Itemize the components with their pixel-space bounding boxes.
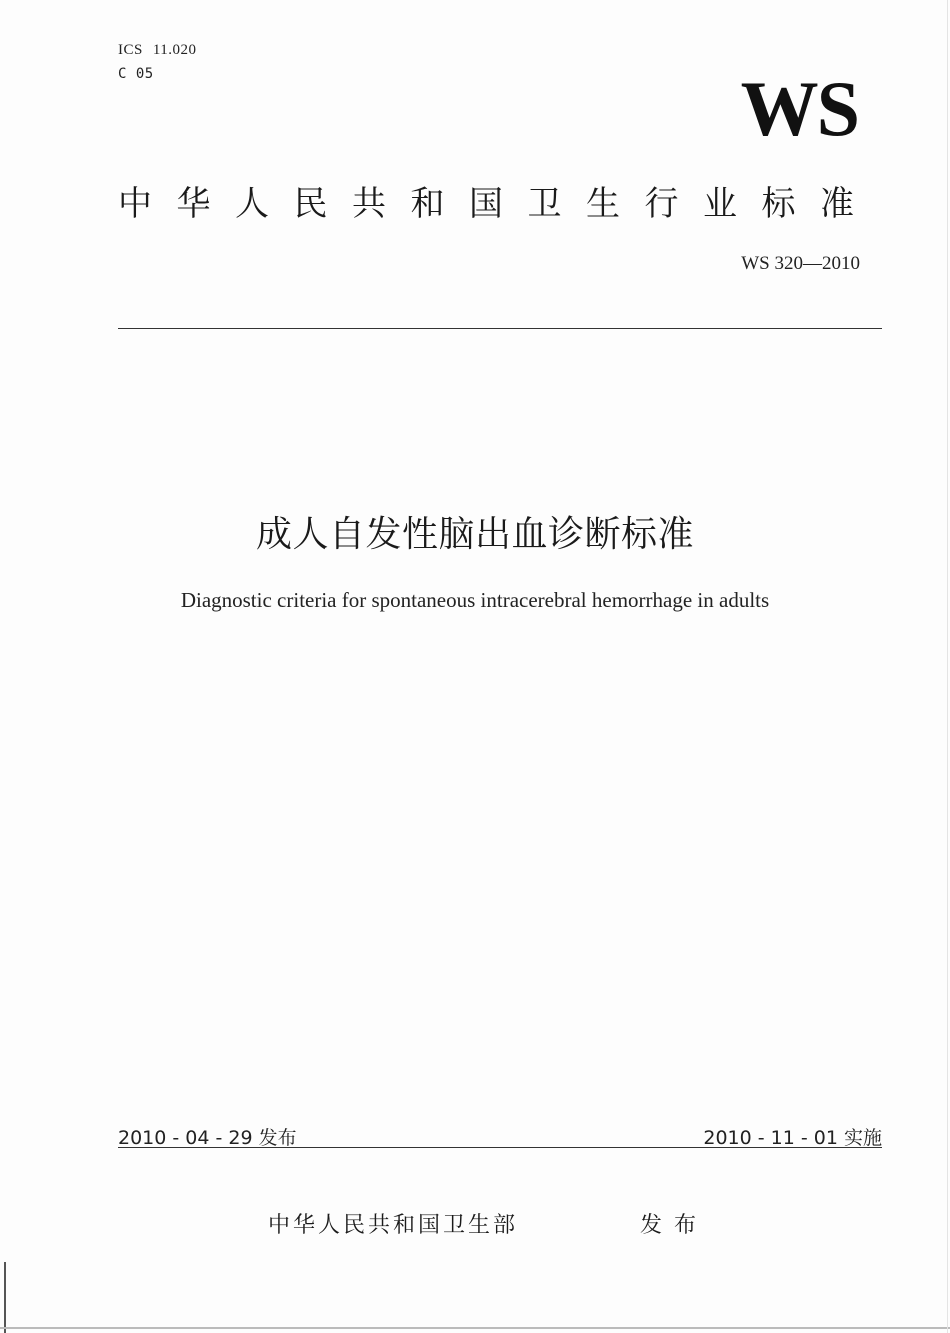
scan-edge-left xyxy=(4,1262,6,1333)
publish-action: 发布 xyxy=(640,1213,709,1238)
scan-edge-bottom xyxy=(0,1327,950,1329)
document-title-english: Diagnostic criteria for spontaneous intracerebral hemorrhage in adults xyxy=(180,588,770,612)
ccs-classification: C 05 xyxy=(118,66,154,82)
document-title-chinese: 成人自发性脑出血诊断标准 xyxy=(255,514,694,555)
header-divider xyxy=(118,328,882,329)
ics-code: 11.020 xyxy=(152,42,197,58)
implementation-date: 2010 - 11 - 01 实施 xyxy=(703,1127,882,1149)
publisher: 中华人民共和国卫生部 xyxy=(268,1213,519,1238)
footer-divider xyxy=(118,1147,882,1148)
ics-label: ICS xyxy=(118,42,143,58)
scan-edge-right xyxy=(947,0,948,1333)
ics-classification xyxy=(118,42,197,59)
industry-standard-title: 中华人民共和国卫生行业标准 xyxy=(118,184,879,224)
ws-logo: WS xyxy=(740,65,858,152)
standard-number: WS 320—2010 xyxy=(741,253,860,274)
issue-date: 2010 - 04 - 29 发布 xyxy=(118,1127,297,1149)
